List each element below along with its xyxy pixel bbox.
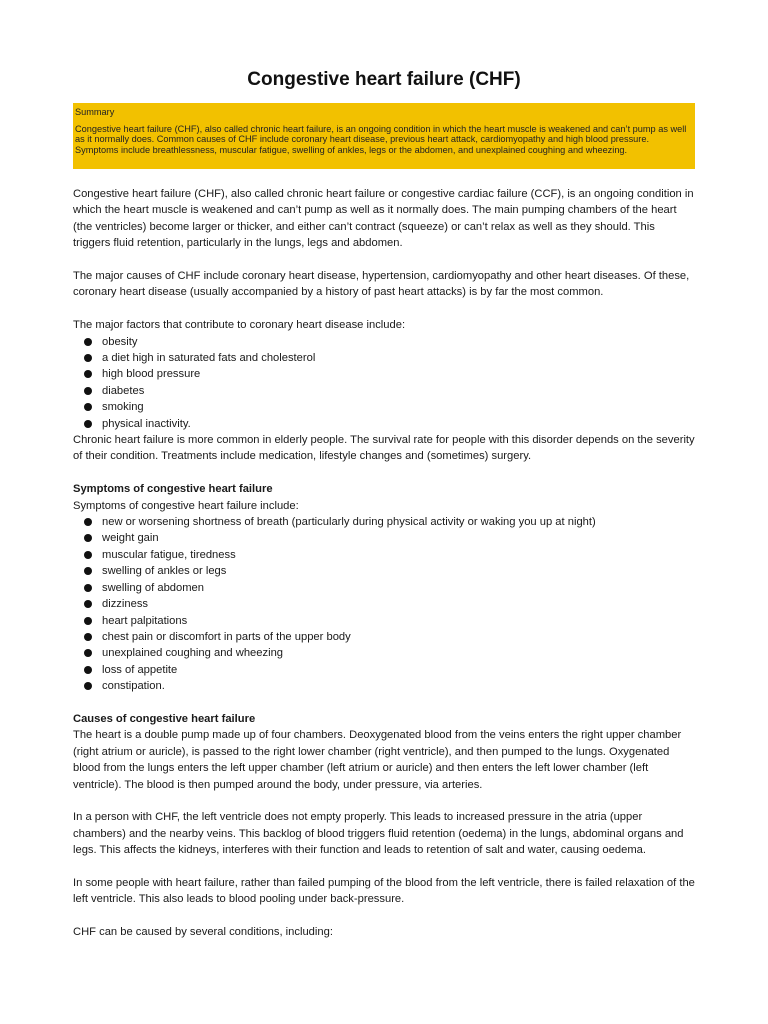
list-item: loss of appetite: [102, 662, 695, 678]
list-item: diabetes: [102, 383, 695, 399]
causes-paragraph-3: In some people with heart failure, rather than failed pumping of the blood from the left ventricle, there is failed relaxation of the left ventricle. This also leads to blood pooling under back-pressure.: [73, 876, 695, 906]
list-item: physical inactivity.: [102, 416, 695, 432]
symptoms-list: [73, 514, 695, 694]
bullet-icon: [84, 518, 92, 526]
list-item: muscular fatigue, tiredness: [102, 547, 695, 563]
article-body: [73, 186, 695, 957]
causes-paragraph-2: In a person with CHF, the left ventricle does not empty properly. This leads to increased pressure in the atria (upper chambers) and the nearby veins. This backlog of blood triggers fluid retention (oedema) in the lungs, abdominal organs and legs. This affects the kidneys, interferes with their function and leads to retention of salt and water, causing oedema.: [73, 811, 684, 857]
bullet-icon: [84, 354, 92, 362]
bullet-icon: [84, 420, 92, 428]
bullet-icon: [84, 633, 92, 641]
summary-box: [73, 103, 695, 169]
list-item: unexplained coughing and wheezing: [102, 645, 695, 661]
bullet-icon: [84, 370, 92, 378]
bullet-icon: [84, 403, 92, 411]
list-item: swelling of ankles or legs: [102, 563, 695, 579]
page-title: Congestive heart failure (CHF): [247, 69, 521, 90]
intro-paragraph-1: Congestive heart failure (CHF), also called chronic heart failure or congestive cardiac failure (CCF), is an ongoing condition in which the heart muscle is weakened and can’t pump as well as it normally does. The main pumping chambers of the heart (the ventricles) become larger or thicker, and either can’t contract (squeeze) or can’t relax as well as they should. This triggers fluid retention, particularly in the lungs, legs and abdomen.: [73, 188, 694, 250]
list-item: chest pain or discomfort in parts of the upper body: [102, 629, 695, 645]
summary-label: Summary: [75, 107, 115, 117]
causes-paragraph-4: CHF can be caused by several conditions, including:: [73, 926, 333, 939]
symptoms-lead: Symptoms of congestive heart failure include:: [73, 499, 299, 512]
bullet-icon: [84, 584, 92, 592]
bullet-icon: [84, 682, 92, 690]
list-item: heart palpitations: [102, 613, 695, 629]
list-item: smoking: [102, 399, 695, 415]
intro-paragraph-2: The major causes of CHF include coronary heart disease, hypertension, cardiomyopathy and other heart diseases. Of these, coronary heart disease (usually accompanied by a history of past heart attacks) is by far the most common.: [73, 270, 690, 299]
causes-heading: Causes of congestive heart failure: [73, 712, 256, 725]
bullet-icon: [84, 649, 92, 657]
list-item: dizziness: [102, 596, 695, 612]
list-item: swelling of abdomen: [102, 580, 695, 596]
bullet-icon: [84, 338, 92, 346]
bullet-icon: [84, 551, 92, 559]
list-item: new or worsening shortness of breath (particularly during physical activity or waking you up at night): [102, 514, 695, 530]
bullet-icon: [84, 600, 92, 608]
risk-factors-list: [73, 334, 695, 432]
list-item: constipation.: [102, 678, 695, 694]
bullet-icon: [84, 617, 92, 625]
summary-text: Congestive heart failure (CHF), also called chronic heart failure, is an ongoing condition in which the heart muscle is weakened and can’t pump as well as it normally does. Common causes of CHF include coronary heart disease, previous heart attack, cardiomyopathy and high blood pressure. Symptoms include breathlessness, muscular fatigue, swelling of ankles, legs or the abdomen, and unexplained coughing and wheezing.: [75, 123, 687, 155]
symptoms-heading: Symptoms of congestive heart failure: [73, 483, 273, 496]
bullet-icon: [84, 567, 92, 575]
list-item: obesity: [102, 334, 695, 350]
list-item: high blood pressure: [102, 366, 695, 382]
intro-paragraph-4: Chronic heart failure is more common in elderly people. The survival rate for people with this disorder depends on the severity of their condition. Treatments include medication, lifestyle changes and (sometimes) surgery.: [73, 434, 695, 463]
list-item: a diet high in saturated fats and cholesterol: [102, 350, 695, 366]
list-item: weight gain: [102, 530, 695, 546]
bullet-icon: [84, 534, 92, 542]
bullet-icon: [84, 666, 92, 674]
intro-paragraph-3: The major factors that contribute to coronary heart disease include:: [73, 319, 406, 332]
causes-paragraph-1: The heart is a double pump made up of four chambers. Deoxygenated blood from the veins enters the right upper chamber (right atrium or auricle), is passed to the right lower chamber (right ventricle), and then pumped to the lungs. Oxygenated blood from the lungs enters the left upper chamber (left atrium or auricle) and then enters the left lower chamber (left ventricle). The blood is then pumped around the body, under pressure, via arteries.: [73, 729, 682, 791]
bullet-icon: [84, 387, 92, 395]
